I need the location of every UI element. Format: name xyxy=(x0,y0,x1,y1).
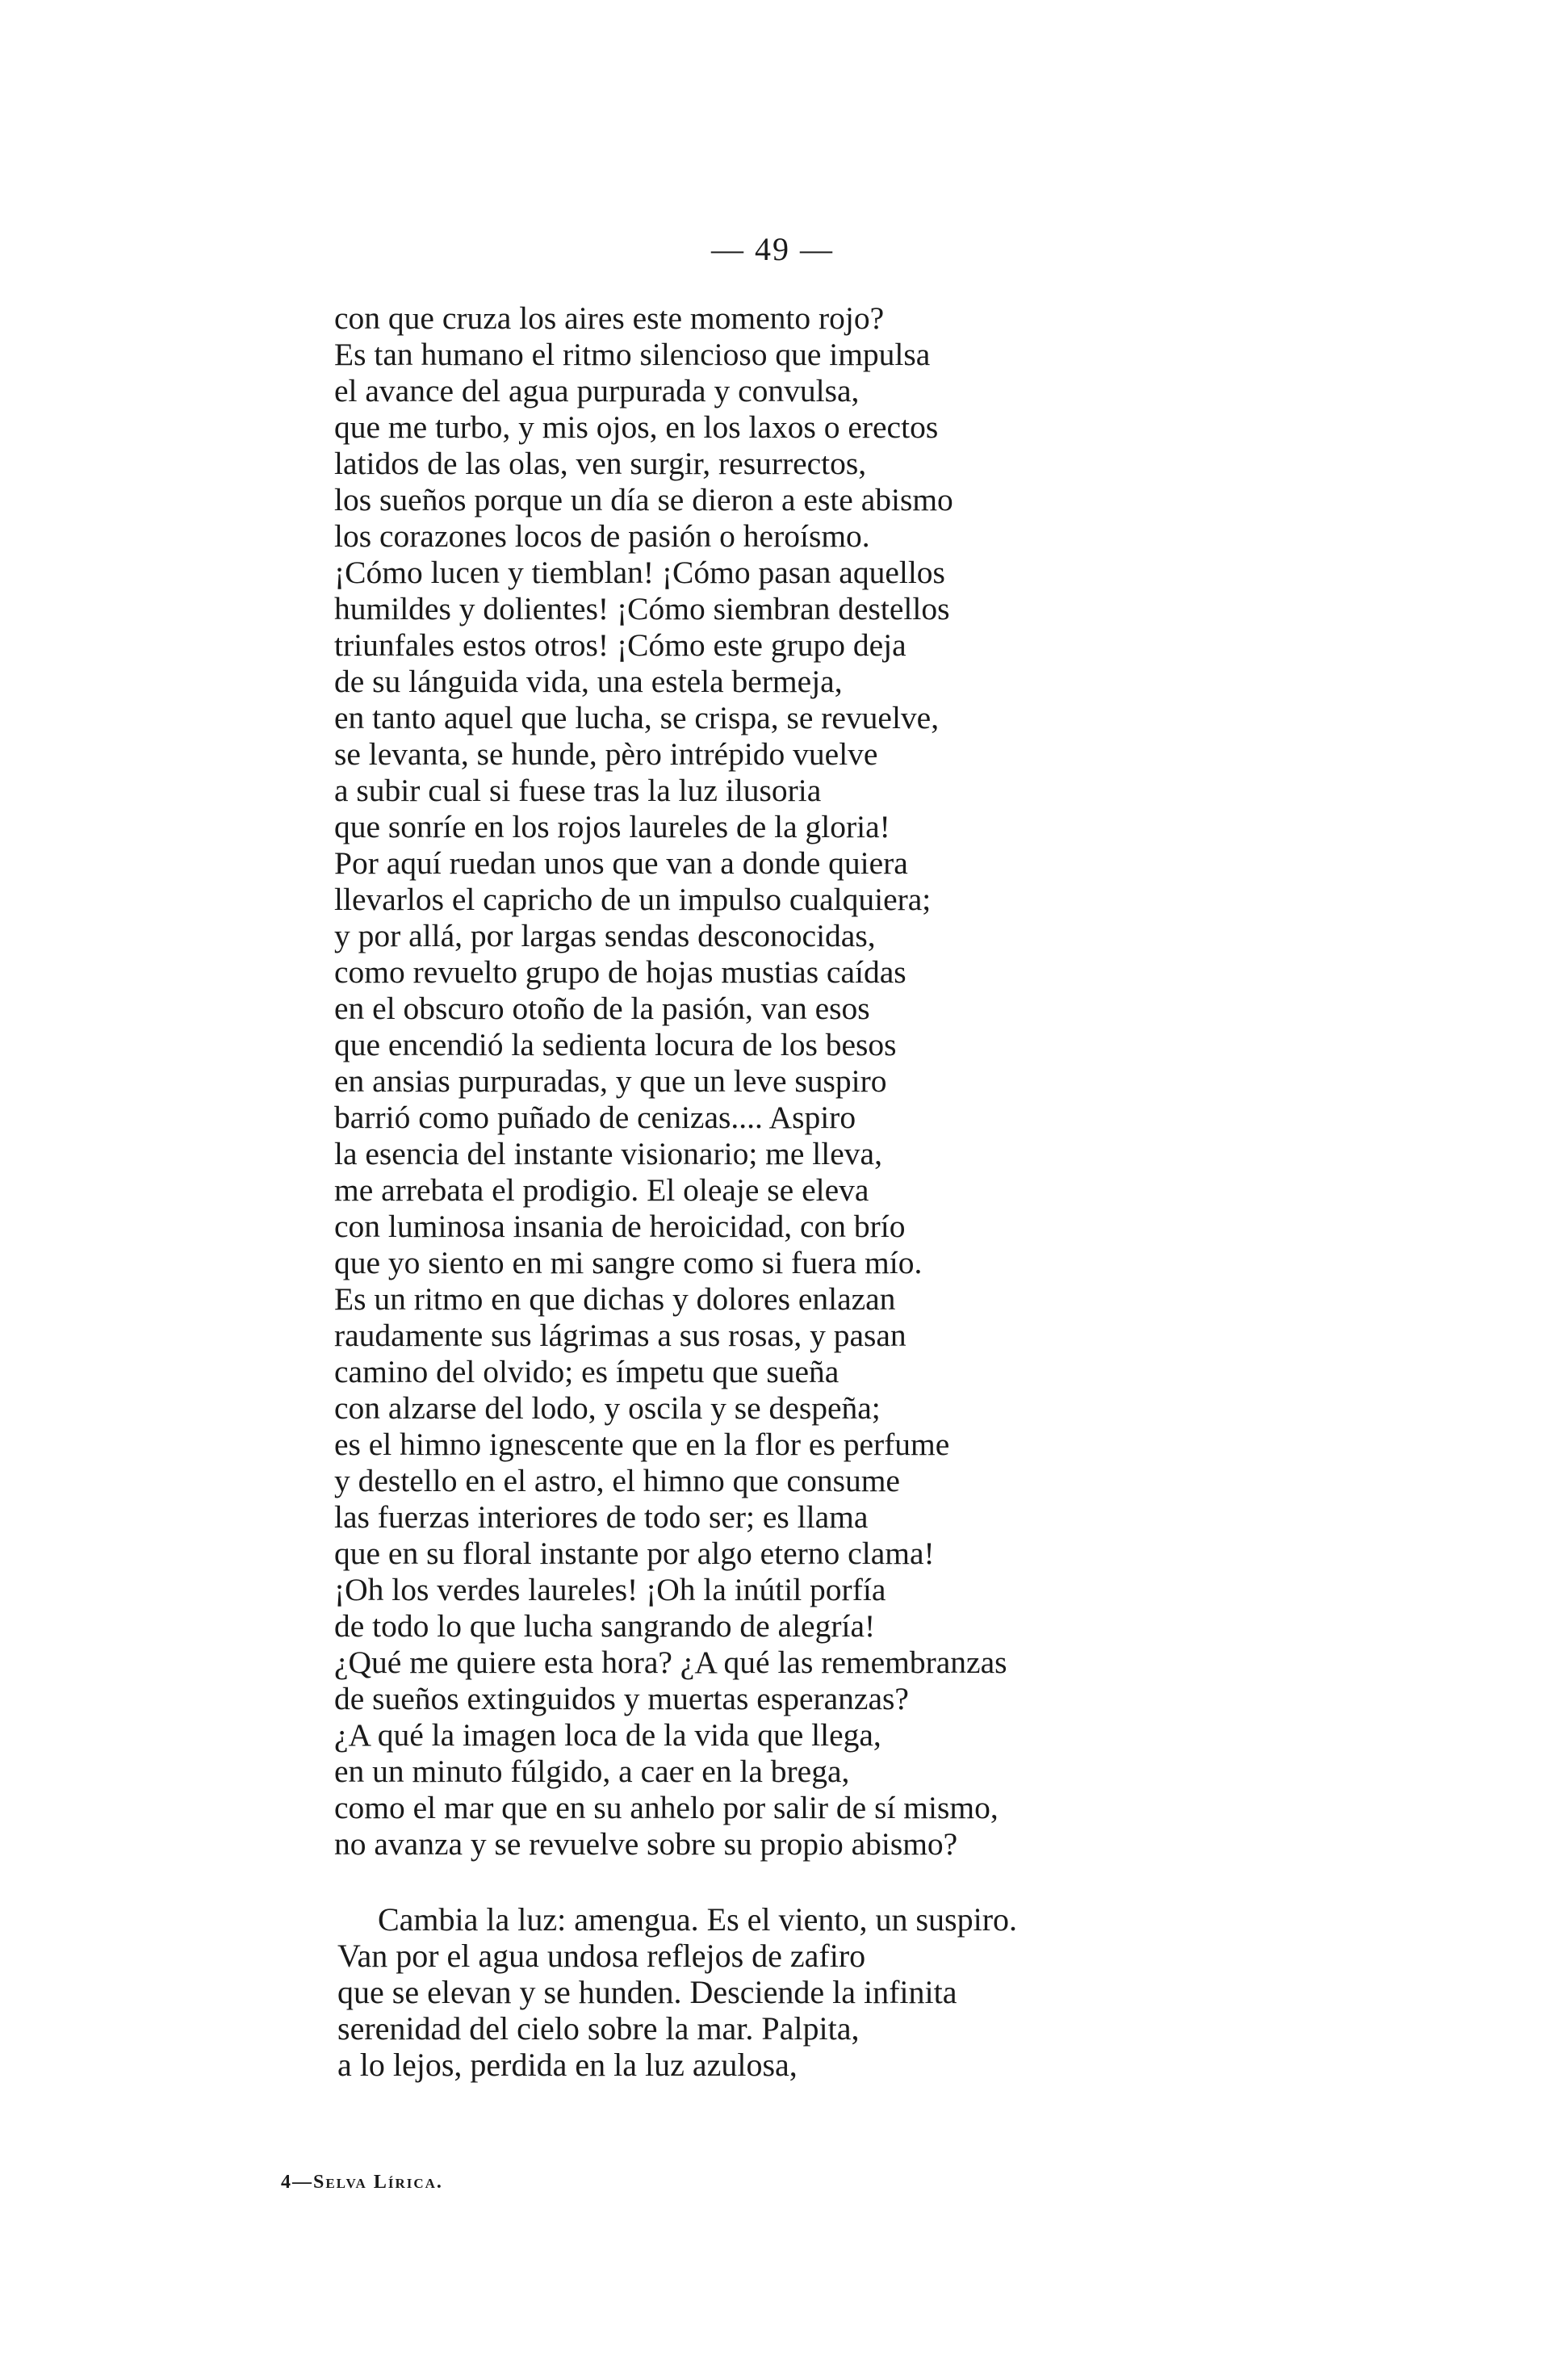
verse-line: a lo lejos, perdida en la luz azulosa, xyxy=(337,2047,798,2083)
verse-line: barrió como puñado de cenizas.... Aspiro xyxy=(334,1100,856,1135)
verse-line: como revuelto grupo de hojas mustias caídas xyxy=(334,954,906,990)
verse-line: llevarlos el capricho de un impulso cualquiera; xyxy=(334,882,932,917)
verse-line: me arrebata el prodigio. El oleaje se eleva xyxy=(334,1172,869,1208)
verse-line: ¿Qué me quiere esta hora? ¿A qué las remembranzas xyxy=(334,1645,1007,1680)
verse-line: que sonríe en los rojos laureles de la gloria! xyxy=(334,809,890,844)
verse-line: en un minuto fúlgido, a caer en la brega, xyxy=(334,1754,850,1789)
poem-stanza-2 xyxy=(337,1901,1017,2083)
verse-line: en el obscuro otoño de la pasión, van esos xyxy=(334,991,870,1026)
verse-line: se levanta, se hunde, pèro intrépido vuelve xyxy=(334,736,878,772)
verse-line: ¡Oh los verdes laureles! ¡Oh la inútil porfía xyxy=(334,1572,886,1607)
verse-line: como el mar que en su anhelo por salir de sí mismo, xyxy=(334,1790,999,1825)
verse-line: con que cruza los aires este momento rojo? xyxy=(334,300,885,336)
verse-line: las fuerzas interiores de todo ser; es llama xyxy=(334,1499,869,1535)
verse-line: con alzarse del lodo, y oscila y se despeña; xyxy=(334,1390,881,1426)
verse-line: a subir cual si fuese tras la luz ilusoria xyxy=(334,773,822,808)
verse-line: con luminosa insania de heroicidad, con brío xyxy=(334,1209,906,1244)
verse-line: Por aquí ruedan unos que van a donde quiera xyxy=(334,845,908,881)
signature-mark: 4—Selva Lírica. xyxy=(281,2172,443,2193)
verse-line: que en su floral instante por algo eterno clama! xyxy=(334,1536,935,1571)
verse-line: que se elevan y se hunden. Desciende la infinita xyxy=(337,1974,957,2010)
verse-line: de todo lo que lucha sangrando de alegría! xyxy=(334,1608,876,1644)
verse-line: raudamente sus lágrimas a sus rosas, y pasan xyxy=(334,1318,906,1353)
verse-line: triunfales estos otros! ¡Cómo este grupo deja xyxy=(334,627,906,663)
verse-line: y por allá, por largas sendas desconocidas, xyxy=(334,918,876,953)
verse-line: es el himno ignescente que en la flor es perfume xyxy=(334,1427,950,1462)
page-number: — 49 — xyxy=(711,231,834,267)
verse-line: Es un ritmo en que dichas y dolores enlazan xyxy=(334,1281,896,1317)
verse-line: en tanto aquel que lucha, se crispa, se revuelve, xyxy=(334,700,940,735)
verse-line: los sueños porque un día se dieron a este abismo xyxy=(334,482,953,517)
verse-line: y destello en el astro, el himno que consume xyxy=(334,1463,900,1498)
verse-line: que encendió la sedienta locura de los besos xyxy=(334,1027,897,1062)
verse-line: en ansias purpuradas, y que un leve suspiro xyxy=(334,1063,887,1099)
verse-line: no avanza y se revuelve sobre su propio abismo? xyxy=(334,1826,958,1862)
verse-line: de su lánguida vida, una estela bermeja, xyxy=(334,664,843,699)
verse-line: Cambia la luz: amengua. Es el viento, un suspiro. xyxy=(378,1901,1018,1938)
verse-line: serenidad del cielo sobre la mar. Palpita, xyxy=(337,2010,860,2047)
verse-line: el avance del agua purpurada y convulsa, xyxy=(334,373,860,409)
verse-line: Es tan humano el ritmo silencioso que impulsa xyxy=(334,337,931,372)
verse-line: ¡Cómo lucen y tiemblan! ¡Cómo pasan aquellos xyxy=(334,555,945,590)
verse-line: los corazones locos de pasión o heroísmo. xyxy=(334,518,870,554)
verse-line: la esencia del instante visionario; me lleva, xyxy=(334,1136,882,1171)
poem-stanza-1 xyxy=(334,300,1007,1863)
verse-line: que yo siento en mi sangre como si fuera mío. xyxy=(334,1245,923,1280)
verse-line: ¿A qué la imagen loca de la vida que llega, xyxy=(334,1717,881,1753)
verse-line: camino del olvido; es ímpetu que sueña xyxy=(334,1354,839,1389)
verse-line: Van por el agua undosa reflejos de zafiro xyxy=(337,1938,866,1974)
verse-line: humildes y dolientes! ¡Cómo siembran destellos xyxy=(334,591,950,626)
verse-line: de sueños extinguidos y muertas esperanzas? xyxy=(334,1681,909,1716)
verse-line: que me turbo, y mis ojos, en los laxos o erectos xyxy=(334,409,939,445)
verse-line: latidos de las olas, ven surgir, resurrectos, xyxy=(334,446,867,481)
